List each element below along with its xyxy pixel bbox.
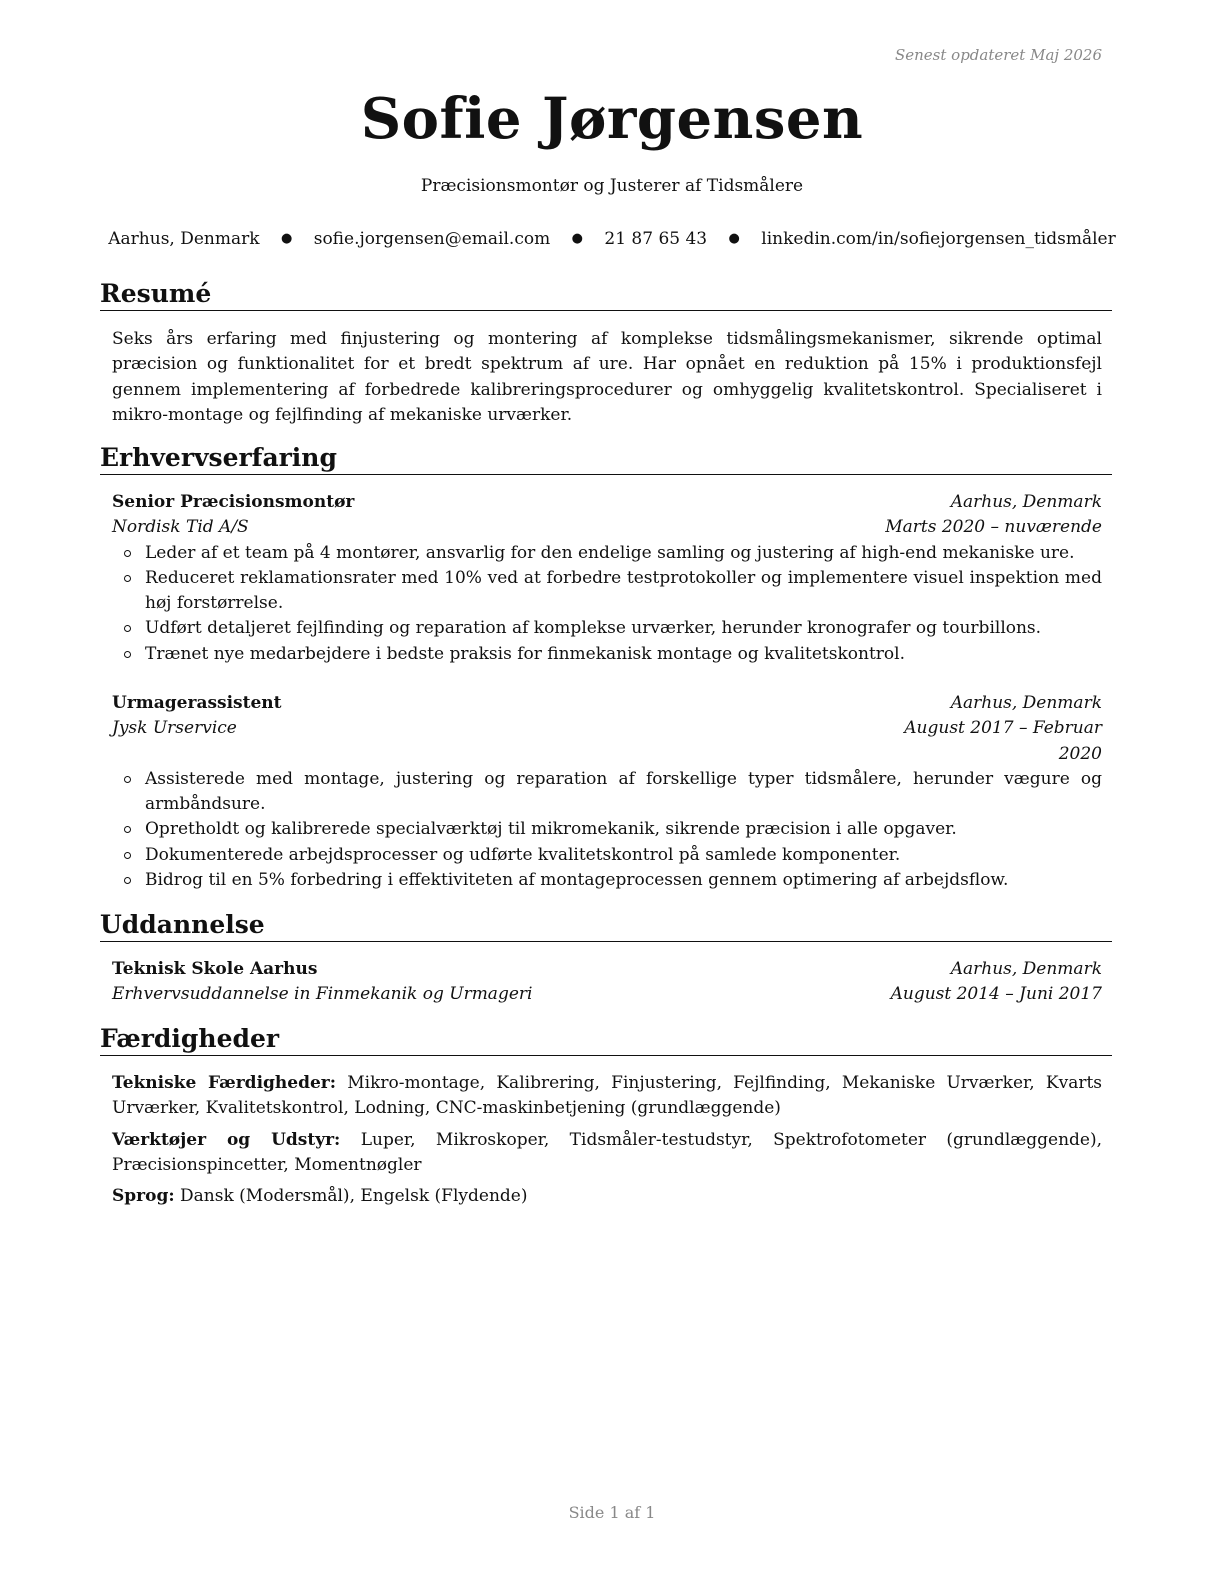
candidate-name: Sofie Jørgensen: [360, 86, 864, 152]
skill-group: [112, 1128, 1102, 1179]
list-item: [112, 642, 1102, 667]
job-entry: [112, 691, 1102, 893]
bullet-separator-icon: ●: [280, 231, 293, 246]
job-location: Aarhus, Denmark: [950, 492, 1102, 512]
circle-bullet-icon: [124, 625, 131, 632]
bullet-text: Dokumenterede arbejdsprocesser og udførte kvalitetskontrol på samlede komponenter.: [145, 844, 901, 865]
list-item: [112, 843, 1102, 868]
circle-bullet-icon: [124, 776, 131, 783]
job-dates: August 2017 – Februar 2020: [904, 718, 1102, 764]
education-dates: August 2014 – Juni 2017: [890, 984, 1102, 1005]
bullet-text: Assisterede med montage, justering og reparation af forskellige typer tidsmålere, herunder vægure og armbåndsure.: [145, 768, 1102, 815]
contact-email[interactable]: sofie.jorgensen@email.com: [313, 229, 551, 249]
skill-group-label: Sprog:: [112, 1186, 175, 1207]
summary-text: Seks års erfaring med finjustering og montering af komplekse tidsmålingsmekanismer, sikrende optimal præcision og funktionalitet for et bredt spektrum af ure. Har opnået en reduktion på 15% i produktionsfejl gennem implementering af forbedrede kalibreringsprocedurer og omhyggelig kvalitetskontrol. Specialiseret i mikro-montage og fejlfinding af mekaniske urværker.: [112, 329, 1102, 425]
job-role: Senior Præcisionsmontør: [112, 492, 355, 512]
circle-bullet-icon: [124, 877, 131, 884]
circle-bullet-icon: [124, 550, 131, 557]
list-item: [112, 616, 1102, 641]
skill-group-text: Luper, Mikroskoper, Tidsmåler-testudstyr, Spektrofotometer (grundlæggende), Præcisionspincetter, Momentnøgler: [112, 1129, 1102, 1175]
circle-bullet-icon: [124, 826, 131, 833]
bullet-text: Opretholdt og kalibrerede specialværktøj til mikromekanik, sikrende præcision i alle opgaver.: [145, 819, 957, 840]
contact-linkedin[interactable]: linkedin.com/in/sofiejorgensen_tidsmåler: [761, 229, 1116, 249]
education-degree: Erhvervsuddannelse in Finmekanik og Urmageri: [112, 984, 533, 1005]
section-heading-education: Uddannelse: [100, 910, 1112, 942]
section-heading-experience: Erhvervserfaring: [100, 443, 1112, 475]
bullet-text: Trænet nye medarbejdere i bedste praksis for finmekanisk montage og kvalitetskontrol.: [145, 643, 905, 664]
circle-bullet-icon: [124, 852, 131, 859]
education-school: Teknisk Skole Aarhus: [112, 959, 318, 979]
list-item: [112, 566, 1102, 617]
education-entry: [112, 957, 1102, 1008]
bullet-text: Bidrog til en 5% forbedring i effektiviteten af montageprocessen gennem optimering af arbejdsflow.: [145, 870, 1009, 891]
list-item: [112, 767, 1102, 818]
skill-group: [112, 1071, 1102, 1122]
section-heading-summary: Resumé: [100, 279, 1112, 311]
section-heading-skills: Færdigheder: [100, 1024, 1112, 1056]
job-location: Aarhus, Denmark: [950, 693, 1102, 713]
page-number: Side 1 af 1: [568, 1503, 656, 1522]
skill-group-label: Værktøjer og Udstyr:: [112, 1129, 341, 1150]
skill-group: [112, 1184, 1102, 1209]
candidate-title: Præcisionsmontør og Justerer af Tidsmålere: [420, 176, 804, 196]
job-company: Jysk Urservice: [112, 718, 237, 739]
list-item: [112, 817, 1102, 842]
education-location: Aarhus, Denmark: [950, 959, 1102, 979]
skill-group-text: Dansk (Modersmål), Engelsk (Flydende): [180, 1186, 528, 1207]
contact-phone[interactable]: 21 87 65 43: [604, 229, 708, 249]
job-role: Urmagerassistent: [112, 693, 282, 713]
skill-group-label: Tekniske Færdigheder:: [112, 1073, 337, 1093]
job-company: Nordisk Tid A/S: [112, 517, 249, 538]
skill-group-text: Mikro-montage, Kalibrering, Finjustering, Fejlfinding, Mekaniske Urværker, Kvarts Urværker, Kvalitetskontrol, Lodning, CNC-maskinbetjening (grundlæggende): [112, 1073, 1103, 1119]
circle-bullet-icon: [124, 575, 131, 582]
job-bullet-list: [112, 767, 1102, 893]
bullet-text: Leder af et team på 4 montører, ansvarlig for den endelige samling og justering af high-end mekaniske ure.: [145, 542, 1075, 563]
job-dates: Marts 2020 – nuværende: [885, 517, 1102, 538]
contact-location: Aarhus, Denmark: [108, 229, 260, 249]
job-entry: [112, 490, 1102, 667]
bullet-text: Reduceret reklamationsrater med 10% ved at forbedre testprotokoller og implementere visuel inspektion med høj forstørrelse.: [145, 567, 1102, 614]
bullet-separator-icon: ●: [728, 231, 740, 246]
bullet-text: Udført detaljeret fejlfinding og reparation af komplekse urværker, herunder kronografer og tourbillons.: [145, 618, 1042, 639]
skills-list: [112, 1071, 1102, 1215]
last-updated: Senest opdateret Maj 2026: [894, 46, 1102, 64]
list-item: [112, 541, 1102, 566]
list-item: [112, 868, 1102, 893]
job-bullet-list: [112, 541, 1102, 667]
contact-line: [0, 229, 1224, 249]
circle-bullet-icon: [124, 651, 131, 658]
bullet-separator-icon: ●: [571, 231, 583, 246]
